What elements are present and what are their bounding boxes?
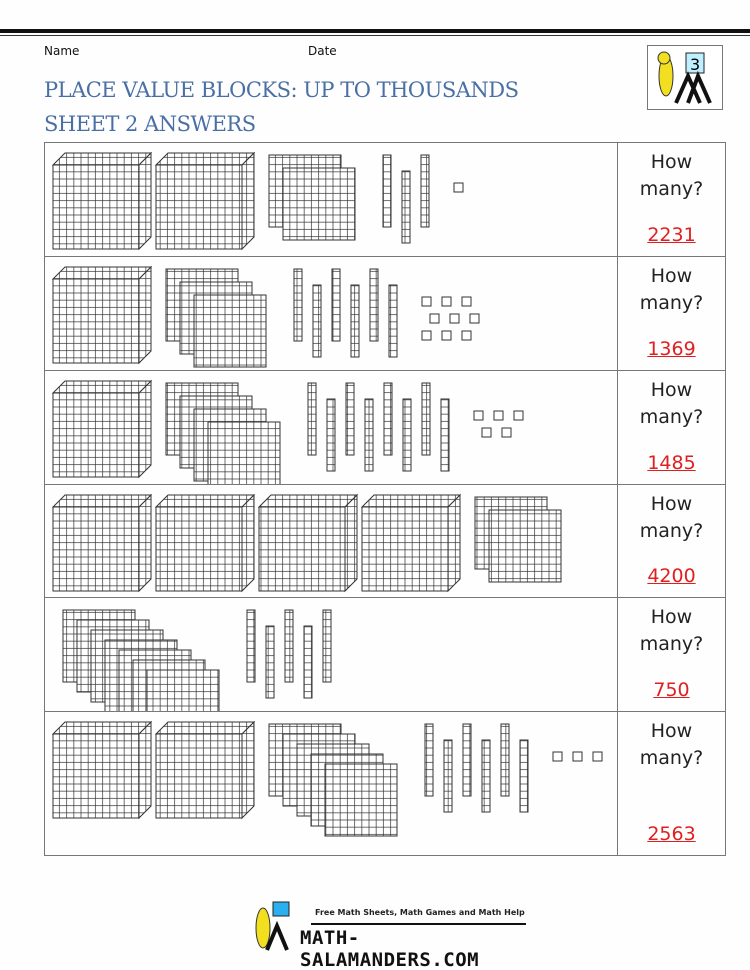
one-unit xyxy=(482,428,491,437)
salamander-logo xyxy=(647,45,723,110)
ten-rod xyxy=(463,724,471,796)
questions-table xyxy=(44,142,726,856)
thousand-cube xyxy=(362,495,460,591)
answer-value: 4200 xyxy=(647,565,696,587)
question-label: How xyxy=(650,151,693,173)
thousand-cube xyxy=(53,267,151,363)
footer-logo xyxy=(245,898,535,970)
blocks-cell xyxy=(45,257,618,371)
ten-rod xyxy=(294,269,302,341)
footer-salamander-icon xyxy=(245,898,295,953)
ten-rod xyxy=(266,626,274,698)
question-label: many? xyxy=(639,747,704,769)
ten-rod xyxy=(285,610,293,682)
answer-cell xyxy=(618,257,726,371)
place-value-blocks xyxy=(45,598,617,711)
question-row xyxy=(45,598,726,712)
ten-rod xyxy=(389,285,397,357)
answer-value: 2563 xyxy=(647,823,696,845)
ten-rod xyxy=(332,269,340,341)
answer-cell xyxy=(618,143,726,257)
name-label: Name xyxy=(44,44,80,58)
question-row xyxy=(45,143,726,257)
one-unit xyxy=(442,297,451,306)
question-label: many? xyxy=(639,520,704,542)
blocks-cell xyxy=(45,485,618,598)
thousand-cube xyxy=(156,153,254,249)
question-label: How xyxy=(650,265,693,287)
ten-rod xyxy=(425,724,433,796)
answer-cell xyxy=(618,485,726,598)
one-unit xyxy=(474,411,483,420)
footer-tagline: Free Math Sheets, Math Games and Math Help xyxy=(315,908,525,917)
question-label: How xyxy=(650,493,693,515)
place-value-blocks xyxy=(45,712,617,855)
one-unit xyxy=(593,752,602,761)
question-label: How xyxy=(650,606,693,628)
one-unit xyxy=(430,314,439,323)
hundred-flat xyxy=(283,168,355,240)
footer-site-link[interactable]: MATH-SALAMANDERS.COM xyxy=(300,927,480,970)
ten-rod xyxy=(482,740,490,812)
ten-rod xyxy=(402,171,410,243)
question-row xyxy=(45,257,726,371)
ten-rod xyxy=(520,740,528,812)
hundred-flat xyxy=(489,510,561,582)
one-unit xyxy=(462,331,471,340)
question-row xyxy=(45,712,726,856)
ten-rod xyxy=(384,383,392,455)
one-unit xyxy=(470,314,479,323)
one-unit xyxy=(422,331,431,340)
one-unit xyxy=(494,411,503,420)
place-value-blocks xyxy=(45,143,617,256)
one-unit xyxy=(573,752,582,761)
hundred-flat xyxy=(147,670,219,711)
thousand-cube xyxy=(53,153,151,249)
one-unit xyxy=(553,752,562,761)
hundred-flat xyxy=(325,764,397,836)
question-row xyxy=(45,371,726,485)
one-unit xyxy=(502,428,511,437)
question-label: many? xyxy=(639,406,704,428)
answer-value: 1369 xyxy=(647,338,696,360)
one-unit xyxy=(514,411,523,420)
ten-rod xyxy=(304,626,312,698)
ten-rod xyxy=(441,399,449,471)
logo-number: 3 xyxy=(690,55,701,74)
salamander-icon xyxy=(648,46,722,109)
ten-rod xyxy=(313,285,321,357)
place-value-blocks xyxy=(45,485,617,597)
ten-rod xyxy=(501,724,509,796)
blocks-cell xyxy=(45,712,618,856)
question-label: many? xyxy=(639,633,704,655)
one-unit xyxy=(462,297,471,306)
thousand-cube xyxy=(156,722,254,818)
top-rule xyxy=(0,29,750,33)
place-value-blocks xyxy=(45,257,617,370)
footer-divider xyxy=(311,923,526,925)
question-row xyxy=(45,485,726,598)
question-label: How xyxy=(650,720,693,742)
thousand-cube xyxy=(259,495,357,591)
question-label: many? xyxy=(639,178,704,200)
ten-rod xyxy=(327,399,335,471)
ten-rod xyxy=(383,155,391,227)
thousand-cube xyxy=(53,495,151,591)
answer-value: 1485 xyxy=(647,452,696,474)
ten-rod xyxy=(422,383,430,455)
ten-rod xyxy=(308,383,316,455)
blocks-cell xyxy=(45,598,618,712)
question-label: many? xyxy=(639,292,704,314)
thousand-cube xyxy=(53,722,151,818)
answer-cell xyxy=(618,598,726,712)
page-subtitle: SHEET 2 ANSWERS xyxy=(44,112,256,136)
ten-rod xyxy=(403,399,411,471)
hundred-flat xyxy=(208,422,280,484)
one-unit xyxy=(450,314,459,323)
question-label: How xyxy=(650,379,693,401)
answer-value: 2231 xyxy=(647,224,696,246)
ten-rod xyxy=(346,383,354,455)
one-unit xyxy=(442,331,451,340)
ten-rod xyxy=(421,155,429,227)
ten-rod xyxy=(370,269,378,341)
ten-rod xyxy=(351,285,359,357)
blocks-cell xyxy=(45,143,618,257)
thousand-cube xyxy=(53,381,151,477)
answer-cell xyxy=(618,712,726,856)
ten-rod xyxy=(247,610,255,682)
place-value-blocks xyxy=(45,371,617,484)
one-unit xyxy=(422,297,431,306)
hundred-flat xyxy=(194,295,266,367)
date-label: Date xyxy=(308,44,337,58)
ten-rod xyxy=(444,740,452,812)
one-unit xyxy=(454,183,463,192)
ten-rod xyxy=(365,399,373,471)
top-rule-thin xyxy=(0,35,750,36)
answer-cell xyxy=(618,371,726,485)
ten-rod xyxy=(323,610,331,682)
page-title: PLACE VALUE BLOCKS: UP TO THOUSANDS xyxy=(44,78,519,102)
blocks-cell xyxy=(45,371,618,485)
answer-value: 750 xyxy=(653,679,690,701)
thousand-cube xyxy=(156,495,254,591)
